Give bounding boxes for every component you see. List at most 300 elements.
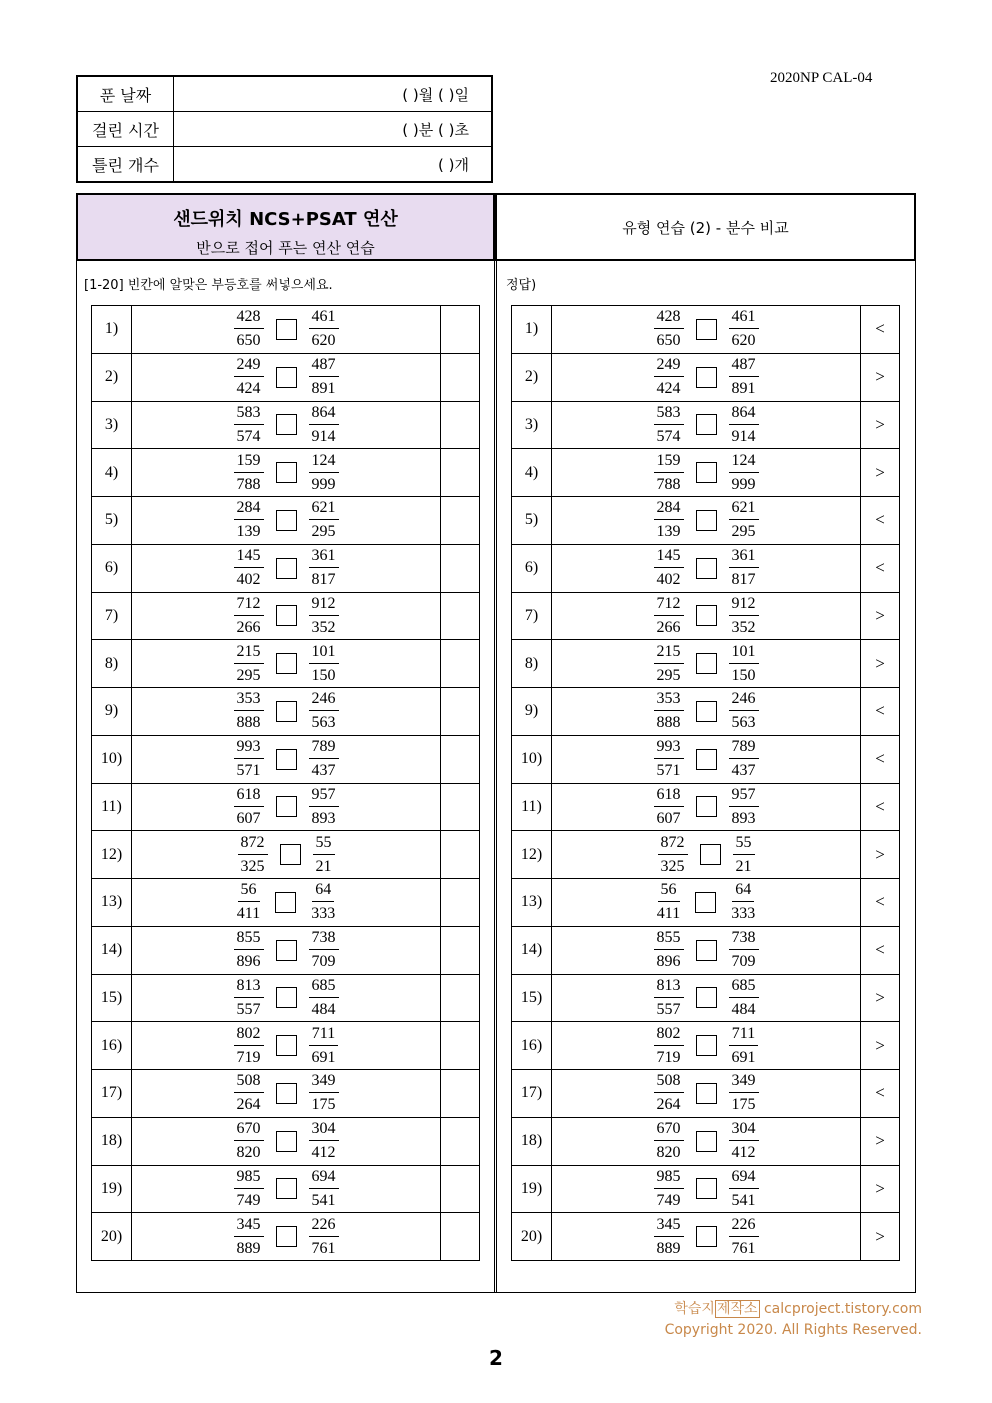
answer-blank[interactable] [441,1022,480,1070]
denominator: 607 [236,809,261,827]
fraction [234,546,264,590]
denominator: 749 [656,1191,681,1209]
fraction [654,642,684,686]
fraction [234,1167,264,1211]
numerator: 487 [309,355,339,377]
inequality-blank-box[interactable] [276,319,297,340]
numerator: 249 [654,355,684,377]
fraction [729,498,759,542]
inequality-blank-box [696,1131,717,1152]
fraction [309,976,339,1020]
problem-row [92,831,480,879]
denominator: 896 [236,953,261,971]
inequality-blank-box[interactable] [276,462,297,483]
denominator: 295 [236,666,261,684]
answer-row [512,544,900,592]
problem-row [92,1213,480,1261]
inequality-blank-box[interactable] [276,796,297,817]
numerator: 124 [729,451,759,473]
problem-row [92,926,480,974]
fraction [234,451,264,495]
answer-blank[interactable] [441,879,480,927]
numerator: 508 [234,1071,264,1093]
answer-sign: < [861,1070,900,1118]
answer-blank[interactable] [441,926,480,974]
problem-row [92,640,480,688]
numerator: 855 [654,928,684,950]
numerator: 789 [729,737,759,759]
answer-blank[interactable] [441,783,480,831]
denominator: 889 [656,1239,681,1257]
problem-number: 4) [92,449,132,497]
inequality-blank-box [696,462,717,483]
fraction [654,689,684,733]
fraction [234,307,264,351]
title-panel [76,193,495,261]
denominator: 563 [311,714,336,732]
denominator: 412 [311,1144,336,1162]
inequality-blank-box [696,701,717,722]
fraction [309,403,339,447]
answer-blank[interactable] [441,353,480,401]
fraction [729,355,759,399]
problem-number: 2) [92,353,132,401]
numerator: 694 [729,1167,759,1189]
fraction [234,1119,264,1163]
denominator: 620 [311,332,336,350]
problem-cell [132,1213,441,1261]
denominator: 817 [311,571,336,589]
denominator: 333 [311,905,336,923]
denominator: 620 [731,332,756,350]
answer-row [512,1213,900,1261]
numerator: 993 [234,737,264,759]
fraction [658,833,688,877]
problem-table [91,305,480,1261]
fraction [238,833,268,877]
fraction [654,880,683,924]
fraction [729,1215,759,1259]
answer-blank[interactable] [441,1070,480,1118]
numerator: 345 [234,1215,264,1237]
fraction [309,498,339,542]
numerator: 789 [309,737,339,759]
inequality-blank-box[interactable] [276,1131,297,1152]
problem-number: 19) [512,1165,552,1213]
fraction [234,642,264,686]
fraction [234,737,264,781]
problem-cell [132,1022,441,1070]
fraction [309,1024,339,1068]
problem-cell [132,735,441,783]
fraction [654,1119,684,1163]
denominator: 402 [236,571,261,589]
problem-number: 18) [92,1117,132,1165]
answer-sign: > [861,1165,900,1213]
answer-blank[interactable] [441,306,480,354]
numerator: 670 [234,1119,264,1141]
fraction [733,833,755,877]
answer-row [512,783,900,831]
fraction [654,785,684,829]
problem-cell [552,974,861,1022]
problem-cell [132,353,441,401]
numerator: 345 [654,1215,684,1237]
answer-row [512,1165,900,1213]
instruction-text: [1-20] 빈칸에 알맞은 부등호를 써넣으세요. [84,278,333,293]
numerator: 249 [234,355,264,377]
inequality-blank-box[interactable] [276,605,297,626]
fraction [234,594,264,638]
answer-blank[interactable] [441,974,480,1022]
fraction [729,546,759,590]
fraction [654,976,684,1020]
problem-row [92,1165,480,1213]
answer-row [512,1070,900,1118]
worksheet-title: 샌드위치 NCS+PSAT 연산 [173,209,398,230]
answer-sign: > [861,1022,900,1070]
problem-number: 10) [512,735,552,783]
fraction [234,928,264,972]
denominator: 21 [735,857,752,875]
inequality-blank-box[interactable] [276,987,297,1008]
fraction [234,689,264,733]
denominator: 412 [731,1144,756,1162]
inequality-blank-box [696,605,717,626]
denominator: 541 [311,1191,336,1209]
footer-copyright: Copyright 2020. All Rights Reserved. [664,1322,922,1338]
fraction [654,498,684,542]
fraction [234,403,264,447]
denominator: 889 [236,1239,261,1257]
problem-cell [552,497,861,545]
problem-row [92,1070,480,1118]
answer-blank[interactable] [441,449,480,497]
problem-cell [552,783,861,831]
numerator: 872 [238,833,268,855]
numerator: 226 [309,1215,339,1237]
problem-cell [552,592,861,640]
fraction [309,1071,339,1115]
info-label: 푼 날짜 [77,76,174,112]
fraction [309,1215,339,1259]
problem-cell [552,879,861,927]
numerator: 428 [654,307,684,329]
problem-row [92,879,480,927]
inequality-blank-box[interactable] [276,414,297,435]
inequality-blank-box[interactable] [276,1083,297,1104]
numerator: 461 [729,307,759,329]
fraction [309,451,339,495]
problem-cell [552,401,861,449]
fraction [309,785,339,829]
answer-sign: > [861,592,900,640]
problem-number: 19) [92,1165,132,1213]
footer-url: calcproject.tistory.com [759,1301,922,1317]
inequality-blank-box [695,892,716,913]
inequality-blank-box[interactable] [276,701,297,722]
fraction [309,1167,339,1211]
numerator: 712 [654,594,684,616]
inequality-blank-box[interactable] [276,510,297,531]
fraction [654,737,684,781]
denominator: 574 [236,427,261,445]
problem-row [92,974,480,1022]
denominator: 761 [311,1239,336,1257]
fraction [729,1071,759,1115]
inequality-blank-box [696,319,717,340]
problem-cell [132,497,441,545]
denominator: 557 [236,1000,261,1018]
answer-blank[interactable] [441,688,480,736]
problem-cell [132,544,441,592]
denominator: 411 [236,905,261,923]
answer-sign: < [861,688,900,736]
problem-number: 20) [92,1213,132,1261]
numerator: 353 [234,689,264,711]
numerator: 284 [234,498,264,520]
answer-sign: < [861,544,900,592]
denominator: 437 [731,762,756,780]
fraction [729,1024,759,1068]
denominator: 896 [656,953,681,971]
numerator: 670 [654,1119,684,1141]
denominator: 607 [656,809,681,827]
problem-cell [552,831,861,879]
answer-sign: > [861,974,900,1022]
footer-brand [674,1298,922,1318]
answer-blank[interactable] [441,1117,480,1165]
problem-cell [552,640,861,688]
numerator: 64 [312,880,334,902]
numerator: 246 [729,689,759,711]
inequality-blank-box[interactable] [276,558,297,579]
answer-blank[interactable] [441,1165,480,1213]
answer-blank[interactable] [441,735,480,783]
numerator: 985 [234,1167,264,1189]
inequality-blank-box [696,558,717,579]
inequality-blank-box[interactable] [280,844,301,865]
brand-box-text: 제작소 [716,1301,758,1317]
numerator: 985 [654,1167,684,1189]
problem-row [92,401,480,449]
denominator: 295 [311,523,336,541]
answer-blank[interactable] [441,401,480,449]
answer-blank[interactable] [441,640,480,688]
denominator: 139 [656,523,681,541]
inequality-blank-box[interactable] [276,1226,297,1247]
answer-blank[interactable] [441,544,480,592]
inequality-blank-box[interactable] [276,1035,297,1056]
problem-number: 16) [512,1022,552,1070]
inequality-blank-box [696,367,717,388]
numerator: 583 [654,403,684,425]
answer-row [512,688,900,736]
denominator: 150 [311,666,336,684]
problem-number: 3) [92,401,132,449]
problem-cell [552,1165,861,1213]
denominator: 574 [656,427,681,445]
exercise-type-title: 유형 연습 (2) - 분수 비교 [495,193,916,261]
problem-cell [132,306,441,354]
denominator: 650 [656,332,681,350]
fraction [729,1167,759,1211]
answer-blank[interactable] [441,497,480,545]
problem-number: 8) [512,640,552,688]
problem-cell [132,1117,441,1165]
denominator: 709 [731,953,756,971]
info-value: ( )개 [174,147,493,183]
problem-cell [552,926,861,974]
fraction [729,928,759,972]
fraction [729,451,759,495]
inequality-blank-box [696,987,717,1008]
inequality-blank-box[interactable] [276,367,297,388]
answer-blank[interactable] [441,592,480,640]
info-table [76,75,493,183]
problem-cell [132,688,441,736]
denominator: 402 [656,571,681,589]
problem-number: 13) [92,879,132,927]
inequality-blank-box [696,749,717,770]
numerator: 621 [729,498,759,520]
numerator: 872 [658,833,688,855]
fraction [234,880,263,924]
denominator: 333 [731,905,756,923]
problem-cell [552,1070,861,1118]
inequality-blank-box [696,1035,717,1056]
fraction [309,737,339,781]
problem-number: 6) [512,544,552,592]
inequality-blank-box[interactable] [276,749,297,770]
inequality-blank-box[interactable] [276,653,297,674]
answer-row [512,974,900,1022]
denominator: 325 [660,857,685,875]
denominator: 788 [656,475,681,493]
denominator: 709 [311,953,336,971]
problem-number: 17) [512,1070,552,1118]
denominator: 571 [656,762,681,780]
fraction [654,307,684,351]
answer-sign: < [861,926,900,974]
numerator: 813 [654,976,684,998]
problem-number: 14) [512,926,552,974]
fraction [308,880,338,924]
inequality-blank-box[interactable] [276,1178,297,1199]
fraction [654,1167,684,1211]
problem-number: 15) [512,974,552,1022]
denominator: 761 [731,1239,756,1257]
denominator: 788 [236,475,261,493]
fraction [309,594,339,638]
numerator: 145 [654,546,684,568]
denominator: 541 [731,1191,756,1209]
numerator: 738 [309,928,339,950]
problem-number: 10) [92,735,132,783]
answer-row [512,735,900,783]
fraction [309,642,339,686]
denominator: 325 [240,857,265,875]
problem-cell [552,544,861,592]
fraction [654,1071,684,1115]
numerator: 304 [309,1119,339,1141]
numerator: 912 [729,594,759,616]
info-value: ( )분 ( )초 [174,112,493,147]
problem-row [92,688,480,736]
inequality-blank-box[interactable] [275,892,296,913]
answer-blank[interactable] [441,1213,480,1261]
answer-row [512,640,900,688]
numerator: 159 [654,451,684,473]
document-code: 2020NP CAL-04 [770,70,873,86]
fraction [654,355,684,399]
numerator: 304 [729,1119,759,1141]
denominator: 914 [311,427,336,445]
fraction [729,976,759,1020]
fraction [234,1071,264,1115]
numerator: 813 [234,976,264,998]
problem-number: 6) [92,544,132,592]
problem-cell [132,831,441,879]
numerator: 864 [729,403,759,425]
problem-cell [132,1070,441,1118]
answer-row [512,879,900,927]
problem-number: 9) [92,688,132,736]
denominator: 999 [311,475,336,493]
numerator: 361 [309,546,339,568]
fraction [309,355,339,399]
fraction [729,689,759,733]
numerator: 618 [654,785,684,807]
denominator: 437 [311,762,336,780]
fraction [309,307,339,351]
answer-row [512,1117,900,1165]
fraction [729,1119,759,1163]
answer-blank[interactable] [441,831,480,879]
problem-cell [132,974,441,1022]
answer-row [512,1022,900,1070]
numerator: 101 [309,642,339,664]
fraction [729,403,759,447]
numerator: 957 [729,785,759,807]
answer-sign: > [861,353,900,401]
denominator: 893 [311,809,336,827]
problem-cell [132,783,441,831]
denominator: 820 [656,1144,681,1162]
fraction [309,546,339,590]
numerator: 711 [729,1024,758,1046]
denominator: 484 [311,1000,336,1018]
answer-sign: > [861,401,900,449]
problem-number: 9) [512,688,552,736]
problem-number: 15) [92,974,132,1022]
problem-number: 17) [92,1070,132,1118]
numerator: 711 [309,1024,338,1046]
denominator: 749 [236,1191,261,1209]
fraction [654,1024,684,1068]
worksheet-subtitle: 반으로 접어 푸는 연산 연습 [196,239,375,257]
answer-sign: > [861,1117,900,1165]
fraction [729,307,759,351]
inequality-blank-box[interactable] [276,940,297,961]
problem-cell [132,449,441,497]
fraction [654,1215,684,1259]
numerator: 685 [729,976,759,998]
numerator: 226 [729,1215,759,1237]
numerator: 694 [309,1167,339,1189]
numerator: 56 [658,880,680,902]
denominator: 691 [731,1048,756,1066]
